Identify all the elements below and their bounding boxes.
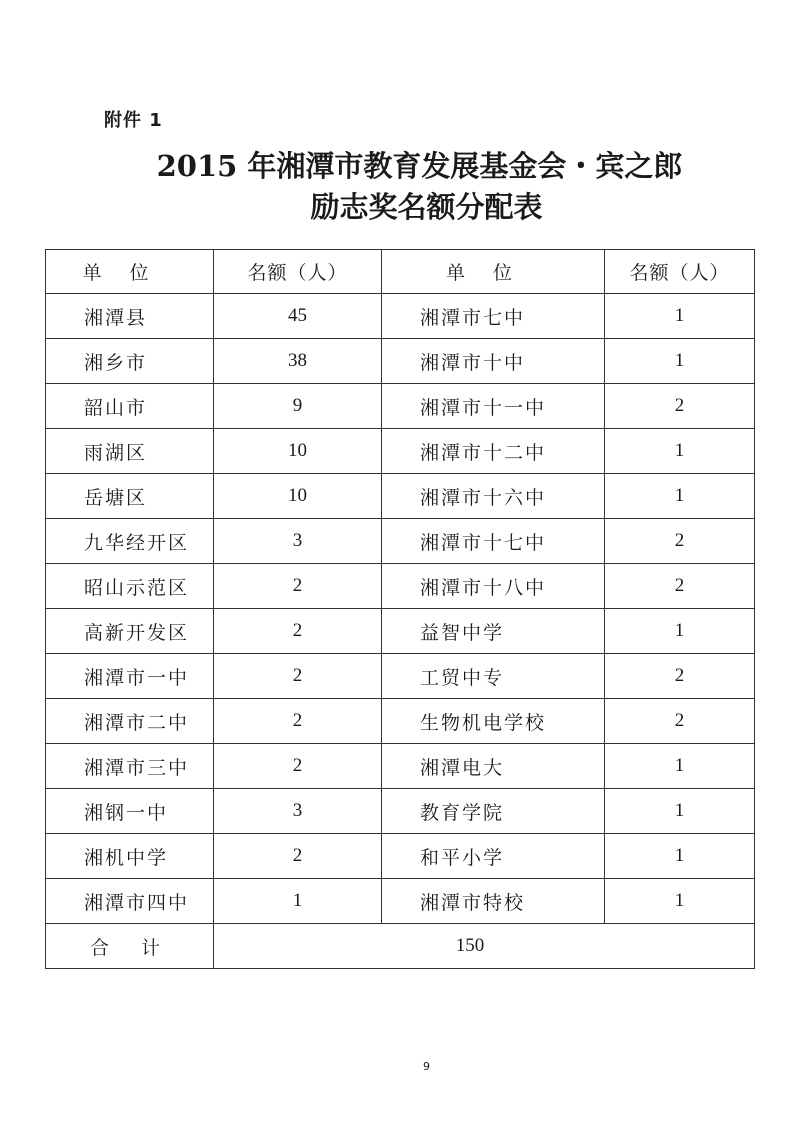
unit-right-cell: 工贸中专 [382, 654, 605, 699]
unit-left-cell: 湘潭市三中 [46, 744, 214, 789]
unit-right-cell: 湘潭市十七中 [382, 519, 605, 564]
table-header-row [46, 250, 755, 294]
unit-right-cell: 湘潭市十中 [382, 339, 605, 384]
quota-left-cell: 3 [214, 519, 382, 564]
page-number: 9 [423, 1060, 430, 1073]
quota-left-cell: 2 [214, 609, 382, 654]
quota-right-cell: 1 [605, 609, 755, 654]
total-label: 合计 [46, 924, 214, 969]
table-row [46, 519, 755, 564]
unit-left-cell: 昭山示范区 [46, 564, 214, 609]
unit-right-cell: 教育学院 [382, 789, 605, 834]
unit-left-cell: 湘潭县 [46, 294, 214, 339]
unit-left-cell: 湘乡市 [46, 339, 214, 384]
table-row [46, 609, 755, 654]
quota-right-cell: 2 [605, 519, 755, 564]
table-row [46, 429, 755, 474]
quota-left-cell: 3 [214, 789, 382, 834]
unit-left-cell: 韶山市 [46, 384, 214, 429]
table-row [46, 789, 755, 834]
document-title-line-2: 励志奖名额分配表 [310, 190, 543, 224]
attachment-label: 附件 1 [104, 110, 163, 131]
table-row [46, 294, 755, 339]
quota-left-cell: 1 [214, 879, 382, 924]
header-unit-left: 单位 [46, 250, 214, 294]
quota-left-cell: 2 [214, 699, 382, 744]
header-quota-left: 名额（人） [214, 250, 382, 294]
table-row [46, 879, 755, 924]
unit-left-cell: 湘钢一中 [46, 789, 214, 834]
unit-right-cell: 益智中学 [382, 609, 605, 654]
unit-left-cell: 湘潭市四中 [46, 879, 214, 924]
quota-right-cell: 2 [605, 699, 755, 744]
total-row [46, 924, 755, 969]
quota-left-cell: 10 [214, 429, 382, 474]
table-row [46, 474, 755, 519]
document-title-line-1: 2015 年湘潭市教育发展基金会・宾之郎 [156, 149, 683, 183]
unit-right-cell: 湘潭市七中 [382, 294, 605, 339]
quota-right-cell: 1 [605, 474, 755, 519]
unit-left-cell: 岳塘区 [46, 474, 214, 519]
unit-right-cell: 和平小学 [382, 834, 605, 879]
table-row [46, 834, 755, 879]
table-row [46, 564, 755, 609]
unit-right-cell: 湘潭市十八中 [382, 564, 605, 609]
quota-left-cell: 2 [214, 654, 382, 699]
table-row [46, 744, 755, 789]
unit-right-cell: 生物机电学校 [382, 699, 605, 744]
unit-right-cell: 湘潭市十二中 [382, 429, 605, 474]
unit-right-cell: 湘潭市特校 [382, 879, 605, 924]
quota-right-cell: 1 [605, 339, 755, 384]
quota-left-cell: 9 [214, 384, 382, 429]
unit-left-cell: 高新开发区 [46, 609, 214, 654]
quota-right-cell: 2 [605, 564, 755, 609]
quota-left-cell: 2 [214, 834, 382, 879]
header-quota-right: 名额（人） [605, 250, 755, 294]
unit-right-cell: 湘潭电大 [382, 744, 605, 789]
quota-left-cell: 2 [214, 564, 382, 609]
quota-right-cell: 1 [605, 834, 755, 879]
quota-right-cell: 1 [605, 429, 755, 474]
quota-right-cell: 1 [605, 294, 755, 339]
quota-left-cell: 38 [214, 339, 382, 384]
unit-left-cell: 湘潭市一中 [46, 654, 214, 699]
table-row [46, 384, 755, 429]
unit-right-cell: 湘潭市十一中 [382, 384, 605, 429]
quota-right-cell: 2 [605, 654, 755, 699]
quota-right-cell: 1 [605, 879, 755, 924]
quota-right-cell: 1 [605, 744, 755, 789]
unit-left-cell: 九华经开区 [46, 519, 214, 564]
quota-allocation-table [45, 249, 755, 969]
quota-right-cell: 2 [605, 384, 755, 429]
unit-left-cell: 湘机中学 [46, 834, 214, 879]
quota-left-cell: 45 [214, 294, 382, 339]
quota-left-cell: 10 [214, 474, 382, 519]
unit-left-cell: 湘潭市二中 [46, 699, 214, 744]
quota-right-cell: 1 [605, 789, 755, 834]
unit-left-cell: 雨湖区 [46, 429, 214, 474]
table-row [46, 339, 755, 384]
header-unit-right: 单位 [382, 250, 605, 294]
table-row [46, 699, 755, 744]
unit-right-cell: 湘潭市十六中 [382, 474, 605, 519]
table-row [46, 654, 755, 699]
total-value: 150 [214, 924, 755, 969]
quota-left-cell: 2 [214, 744, 382, 789]
